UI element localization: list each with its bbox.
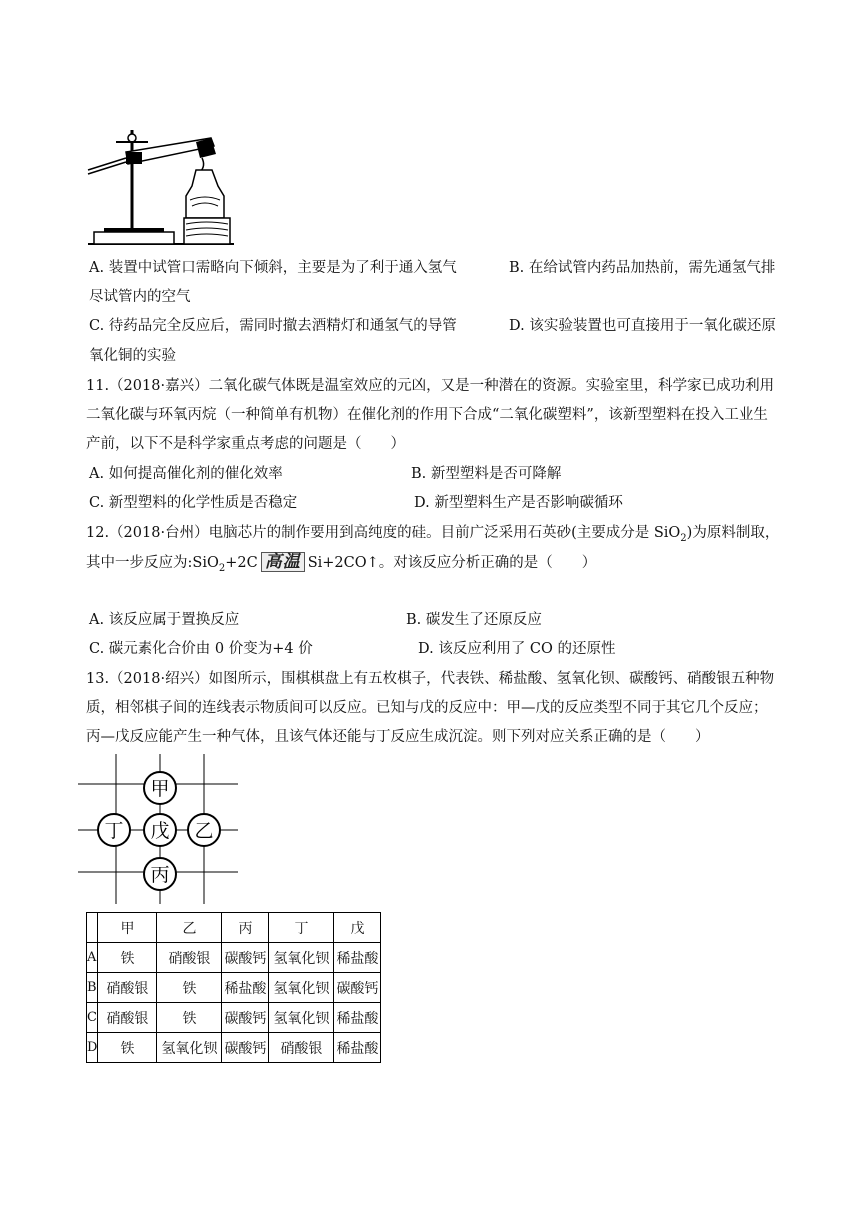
piece-label-center: 戊: [150, 820, 170, 842]
table-row: [87, 1003, 381, 1033]
q11-stem-line2: 二氧化碳与环氧丙烷（一种简单有机物）在催化剂的作用下合成“二氧化碳塑料”，该新型塑料在投入工业生: [86, 407, 768, 423]
table-cell: D: [87, 1033, 98, 1063]
go-board-diagram: [78, 754, 238, 904]
q12-stem-line2: [86, 552, 596, 573]
piece-bottom: [144, 858, 176, 890]
lab-apparatus-figure: [86, 100, 236, 246]
q10-option-d-cont: 氧化铜的实验: [89, 348, 176, 364]
table-header-cell: [87, 913, 98, 943]
q13-stem-line2: 质，相邻棋子间的连线表示物质间可以反应。已知与戊的反应中：甲—戊的反应类型不同于其它几个反应；: [86, 700, 768, 716]
table-cell: 碳酸钙: [222, 943, 269, 973]
table-cell: 硝酸银: [98, 1003, 157, 1033]
q11-option-b: B. 新型塑料是否可降解: [411, 466, 562, 482]
table-cell: 铁: [157, 1003, 222, 1033]
q11-stem-line1: 11.（2018·嘉兴）二氧化碳气体既是温室效应的元凶，又是一种潜在的资源。实验室里，科学家已成功利用: [86, 378, 775, 394]
q10-option-b-cont: 尽试管内的空气: [89, 289, 191, 305]
q11-stem-line3: 产前，以下不是科学家重点考虑的问题是（ ）: [86, 436, 405, 452]
table-header-cell: 丙: [222, 913, 269, 943]
piece-label-right: 乙: [194, 820, 214, 842]
q12-sub-1: 2: [680, 532, 687, 544]
table-cell: 稀盐酸: [222, 973, 269, 1003]
table-row: [87, 1033, 381, 1063]
reaction-condition-label: 高温: [261, 552, 305, 572]
table-row: [87, 973, 381, 1003]
q11-option-d: D. 新型塑料生产是否影响碳循环: [414, 495, 623, 511]
table-header-row: [87, 913, 381, 943]
table-cell: 稀盐酸: [334, 1033, 381, 1063]
piece-center: [144, 814, 176, 846]
table-cell: 铁: [98, 943, 157, 973]
table-row: [87, 943, 381, 973]
piece-label-bottom: 丙: [150, 864, 170, 886]
table-cell: 稀盐酸: [334, 943, 381, 973]
q12-sub-2: 2: [218, 562, 226, 574]
table-cell: 氢氧化钡: [269, 973, 334, 1003]
table-cell: 氢氧化钡: [157, 1033, 222, 1063]
q12-stem-line1: [86, 523, 779, 543]
table-cell: 铁: [98, 1033, 157, 1063]
q10-option-c: C. 待药品完全反应后，需同时撤去酒精灯和通氢气的导管: [89, 318, 457, 334]
q12-option-c: C. 碳元素化合价由 0 价变为+4 价: [89, 641, 313, 657]
q13-stem-line3: 丙—戊反应能产生一种气体，且该气体还能与丁反应生成沉淀。则下列对应关系正确的是（ ）: [86, 729, 710, 745]
table-header-cell: 甲: [98, 913, 157, 943]
table-header-cell: 丁: [269, 913, 334, 943]
table-cell: 碳酸钙: [222, 1033, 269, 1063]
table-header-cell: 乙: [157, 913, 222, 943]
q12-text-2b: +2C: [225, 555, 258, 571]
q12-option-a: A. 该反应属于置换反应: [89, 612, 240, 628]
q10-option-a: A. 装置中试管口需略向下倾斜，主要是为了利于通入氢气: [89, 260, 457, 276]
table-cell: 铁: [157, 973, 222, 1003]
table-cell: A: [87, 943, 98, 973]
q12-text-1a: 12.（2018·台州）电脑芯片的制作要用到高纯度的硅。目前广泛采用石英砂(主要成分是 SiO: [86, 525, 681, 541]
q12-text-2a: 其中一步反应为:SiO: [86, 555, 219, 571]
q12-text-1b: )为原料制取，: [686, 525, 780, 541]
q11-option-a: A. 如何提高催化剂的催化效率: [89, 466, 283, 482]
piece-right: [188, 814, 220, 846]
table-cell: C: [87, 1003, 98, 1033]
piece-left: [98, 814, 130, 846]
piece-label-top: 甲: [150, 778, 170, 800]
table-cell: 硝酸银: [98, 973, 157, 1003]
q12-option-b: B. 碳发生了还原反应: [406, 612, 542, 628]
table-cell: 氢氧化钡: [269, 1003, 334, 1033]
table-cell: 硝酸银: [157, 943, 222, 973]
q13-stem-line1: 13.（2018·绍兴）如图所示，围棋棋盘上有五枚棋子，代表铁、稀盐酸、氢氧化钡、碳酸钙、硝酸银五种物: [86, 671, 775, 687]
q12-option-d: D. 该反应利用了 CO 的还原性: [418, 641, 616, 657]
q10-option-d: D. 该实验装置也可直接用于一氧化碳还原: [509, 318, 776, 334]
piece-label-left: 丁: [104, 820, 124, 842]
q12-text-2c: Si+2CO↑。对该反应分析正确的是（ ）: [307, 555, 597, 571]
table-cell: B: [87, 973, 98, 1003]
q10-option-b: B. 在给试管内药品加热前，需先通氢气排: [509, 260, 776, 276]
piece-top: [144, 772, 176, 804]
table-cell: 稀盐酸: [334, 1003, 381, 1033]
q11-option-c: C. 新型塑料的化学性质是否稳定: [89, 495, 298, 511]
q13-answer-table: [86, 912, 381, 1063]
table-cell: 氢氧化钡: [269, 943, 334, 973]
table-header-cell: 戊: [334, 913, 381, 943]
table-cell: 碳酸钙: [334, 973, 381, 1003]
table-cell: 硝酸银: [269, 1033, 334, 1063]
table-cell: 碳酸钙: [222, 1003, 269, 1033]
